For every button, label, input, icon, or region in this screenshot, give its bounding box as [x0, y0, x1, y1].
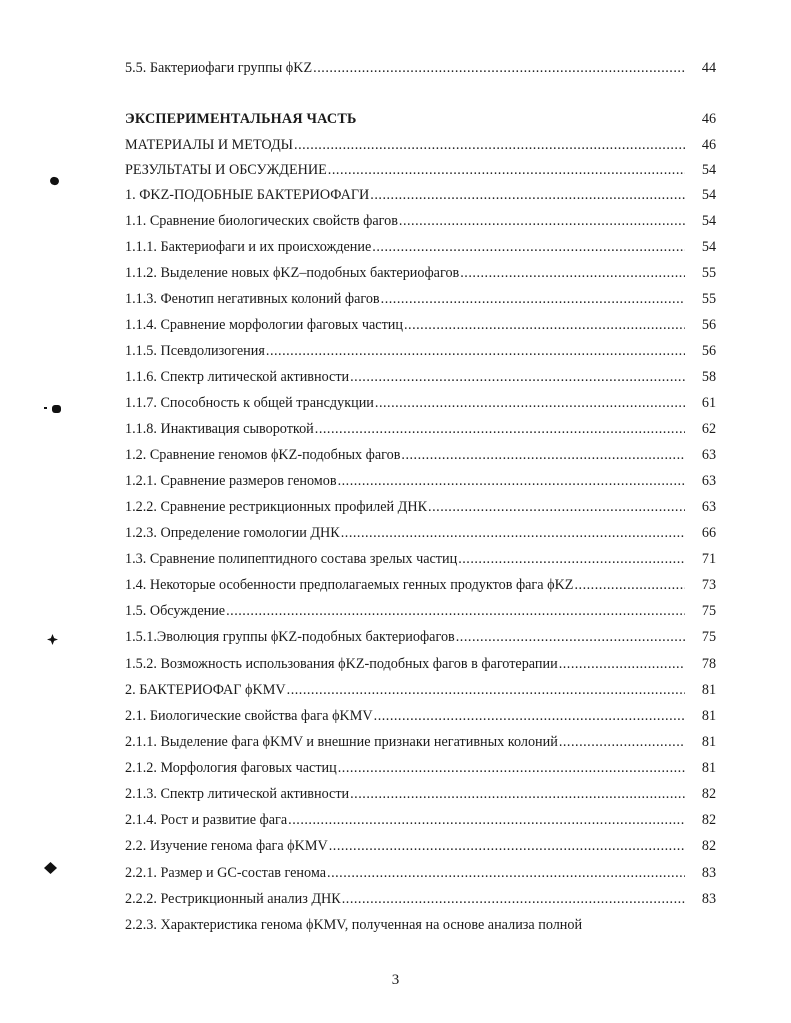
leader-dots [458, 550, 685, 568]
scan-mark [44, 407, 47, 409]
toc-page-number: 78 [701, 656, 717, 672]
toc-entry [125, 420, 685, 438]
leader-dots [329, 837, 685, 855]
toc-page-number: 66 [701, 525, 717, 541]
toc-page-number: 71 [701, 551, 717, 567]
toc-entry [125, 837, 685, 855]
toc-page-number: 54 [701, 187, 717, 203]
leader-dots [288, 811, 685, 829]
toc-page-number: 63 [701, 499, 717, 515]
leader-dots [375, 394, 685, 412]
toc-entry-title: 2.2.2. Рестрикционный анализ ДНК [125, 891, 341, 907]
leader-dots [294, 136, 685, 154]
toc-entry [125, 264, 685, 282]
leader-dots [338, 759, 685, 777]
toc-entry-title: 1.4. Некоторые особенности предполагаемых генных продуктов фага ϕKZ [125, 577, 574, 593]
toc-page-number: 82 [701, 838, 717, 854]
toc-page-number: 82 [701, 812, 717, 828]
toc-entry [125, 811, 685, 829]
toc-page-number: 44 [701, 60, 717, 76]
toc-entry [125, 550, 685, 568]
toc-page-number: 55 [701, 291, 717, 307]
leader-dots [399, 212, 685, 230]
leader-dots [559, 655, 685, 673]
toc-entry [125, 472, 685, 490]
toc-page-number: 55 [701, 265, 717, 281]
toc-entry [125, 186, 685, 204]
leader-dots [401, 446, 685, 464]
toc-entry [125, 368, 685, 386]
toc-entry [125, 342, 685, 360]
toc-page-number: 81 [701, 760, 717, 776]
leader-dots [460, 264, 685, 282]
toc-entry-title: 1.1.2. Выделение новых ϕKZ–подобных бактериофагов [125, 265, 460, 281]
toc-entry [125, 733, 685, 751]
leader-dots [313, 59, 685, 77]
toc-entry-title: 1.1.6. Спектр литической активности [125, 369, 350, 385]
toc-page-number: 83 [701, 891, 717, 907]
toc-entry-title: 2.2.3. Характеристика генома ϕKMV, полученная на основе анализа полной [125, 917, 583, 933]
toc-entry-title: 2.1. Биологические свойства фага ϕKMV [125, 708, 373, 724]
toc-entry-title: 1.3. Сравнение полипептидного состава зрелых частиц [125, 551, 458, 567]
leader-dots [350, 785, 685, 803]
leader-dots [559, 733, 685, 751]
toc-entry-title: ЭКСПЕРИМЕНТАЛЬНАЯ ЧАСТЬ [125, 111, 357, 127]
toc-entry-title: 1.1.8. Инактивация сывороткой [125, 421, 314, 437]
toc-entry-title: 5.5. Бактериофаги группы ϕKZ [125, 60, 313, 76]
toc-entry-title: 1.5. Обсуждение [125, 603, 226, 619]
toc-entry-title: 2.2.1. Размер и GC-состав генома [125, 865, 327, 881]
toc-entry-title: 2.1.2. Морфология фаговых частиц [125, 760, 337, 776]
leader-dots [404, 316, 685, 334]
toc-entry [125, 136, 685, 154]
toc-entry [125, 316, 685, 334]
toc-page-number: 56 [701, 317, 717, 333]
toc-entry [125, 681, 685, 699]
toc-entry [125, 785, 685, 803]
toc-page-number: 54 [701, 213, 717, 229]
toc-page-number: 56 [701, 343, 717, 359]
toc-entry [125, 524, 685, 542]
toc-entry-title: 2.1.3. Спектр литической активности [125, 786, 350, 802]
leader-dots [428, 498, 685, 516]
toc-entry-title: 2.2. Изучение генома фага ϕKMV [125, 838, 328, 854]
leader-dots [287, 681, 685, 699]
toc-page-number: 81 [701, 734, 717, 750]
toc-page-number: 63 [701, 447, 717, 463]
leader-dots [342, 890, 685, 908]
toc-page-number: 54 [701, 162, 717, 178]
toc-entry-title: 1.2.1. Сравнение размеров геномов [125, 473, 337, 489]
toc-page-number: 46 [701, 137, 717, 153]
leader-dots [315, 420, 685, 438]
toc-entry [125, 916, 725, 934]
toc-entry [125, 759, 685, 777]
leader-dots [374, 707, 685, 725]
toc-entry [125, 238, 685, 256]
toc-entry-title: 2.1.1. Выделение фага ϕKMV и внешние признаки негативных колоний [125, 734, 558, 750]
leader-dots [338, 472, 685, 490]
toc-entry [125, 602, 685, 620]
leader-dots [328, 161, 685, 179]
toc-page-number: 81 [701, 682, 717, 698]
toc-entry-title: 1.1.5. Псевдолизогения [125, 343, 265, 359]
leader-dots [266, 342, 685, 360]
toc-page-number: 61 [701, 395, 717, 411]
toc-entry [125, 59, 685, 77]
leader-dots [350, 368, 685, 386]
toc-entry-title: 1.1. Сравнение биологических свойств фагов [125, 213, 398, 229]
toc-entry [125, 290, 685, 308]
toc-entry-title: 1.1.3. Фенотип негативных колоний фагов [125, 291, 380, 307]
toc-entry [125, 628, 685, 646]
toc-entry-title: 1.2. Сравнение геномов ϕKZ-подобных фагов [125, 447, 401, 463]
toc-page-number: 75 [701, 603, 717, 619]
toc-entry [125, 498, 685, 516]
toc-page-number: 58 [701, 369, 717, 385]
toc-entry-title: 1.1.7. Способность к общей трансдукции [125, 395, 374, 411]
toc-entry-title: 1.5.2. Возможность использования ϕKZ-подобных фагов в фаготерапии [125, 656, 558, 672]
toc-entry [125, 161, 685, 179]
leader-dots [381, 290, 685, 308]
toc-entry [125, 394, 685, 412]
toc-page-number: 62 [701, 421, 717, 437]
toc-page-number: 54 [701, 239, 717, 255]
toc-page-number: 81 [701, 708, 717, 724]
leader-dots [327, 864, 685, 882]
leader-dots [456, 628, 685, 646]
toc-entry-title: 1.5.1.Эволюция группы ϕKZ-подобных бактериофагов [125, 629, 455, 645]
toc-entry [125, 890, 685, 908]
toc-page-number: 63 [701, 473, 717, 489]
scan-mark [52, 405, 61, 413]
toc-entry-title: 2.1.4. Рост и развитие фага [125, 812, 288, 828]
toc-entry-title: РЕЗУЛЬТАТЫ И ОБСУЖДЕНИЕ [125, 162, 327, 178]
toc-section-heading [125, 110, 685, 128]
toc-page-number: 75 [701, 629, 717, 645]
toc-entry-title: 1.1.1. Бактериофаги и их происхождение [125, 239, 372, 255]
toc-entry-title: МАТЕРИАЛЫ И МЕТОДЫ [125, 137, 294, 153]
toc-entry-title: 2. БАКТЕРИОФАГ ϕKMV [125, 682, 286, 698]
toc-entry-title: 1.2.2. Сравнение рестрикционных профилей ДНК [125, 499, 428, 515]
toc-entry [125, 707, 685, 725]
toc-page-number: 73 [701, 577, 717, 593]
leader-dots [341, 524, 685, 542]
toc-page-number: 82 [701, 786, 717, 802]
leader-dots [372, 238, 685, 256]
toc-entry [125, 446, 685, 464]
toc-entry [125, 576, 685, 594]
leader-dots [574, 576, 685, 594]
toc-entry-title: 1.1.4. Сравнение морфологии фаговых частиц [125, 317, 403, 333]
toc-page-number: 46 [701, 111, 717, 127]
leader-dots [370, 186, 685, 204]
toc-entry-title: 1.2.3. Определение гомологии ДНК [125, 525, 340, 541]
toc-entry [125, 655, 685, 673]
toc-entry-title: 1. ФKZ-ПОДОБНЫЕ БАКТЕРИОФАГИ [125, 187, 370, 203]
toc-page-number: 83 [701, 865, 717, 881]
leader-dots [226, 602, 685, 620]
toc-entry [125, 864, 685, 882]
toc-entry [125, 212, 685, 230]
page-number: 3 [391, 972, 400, 988]
